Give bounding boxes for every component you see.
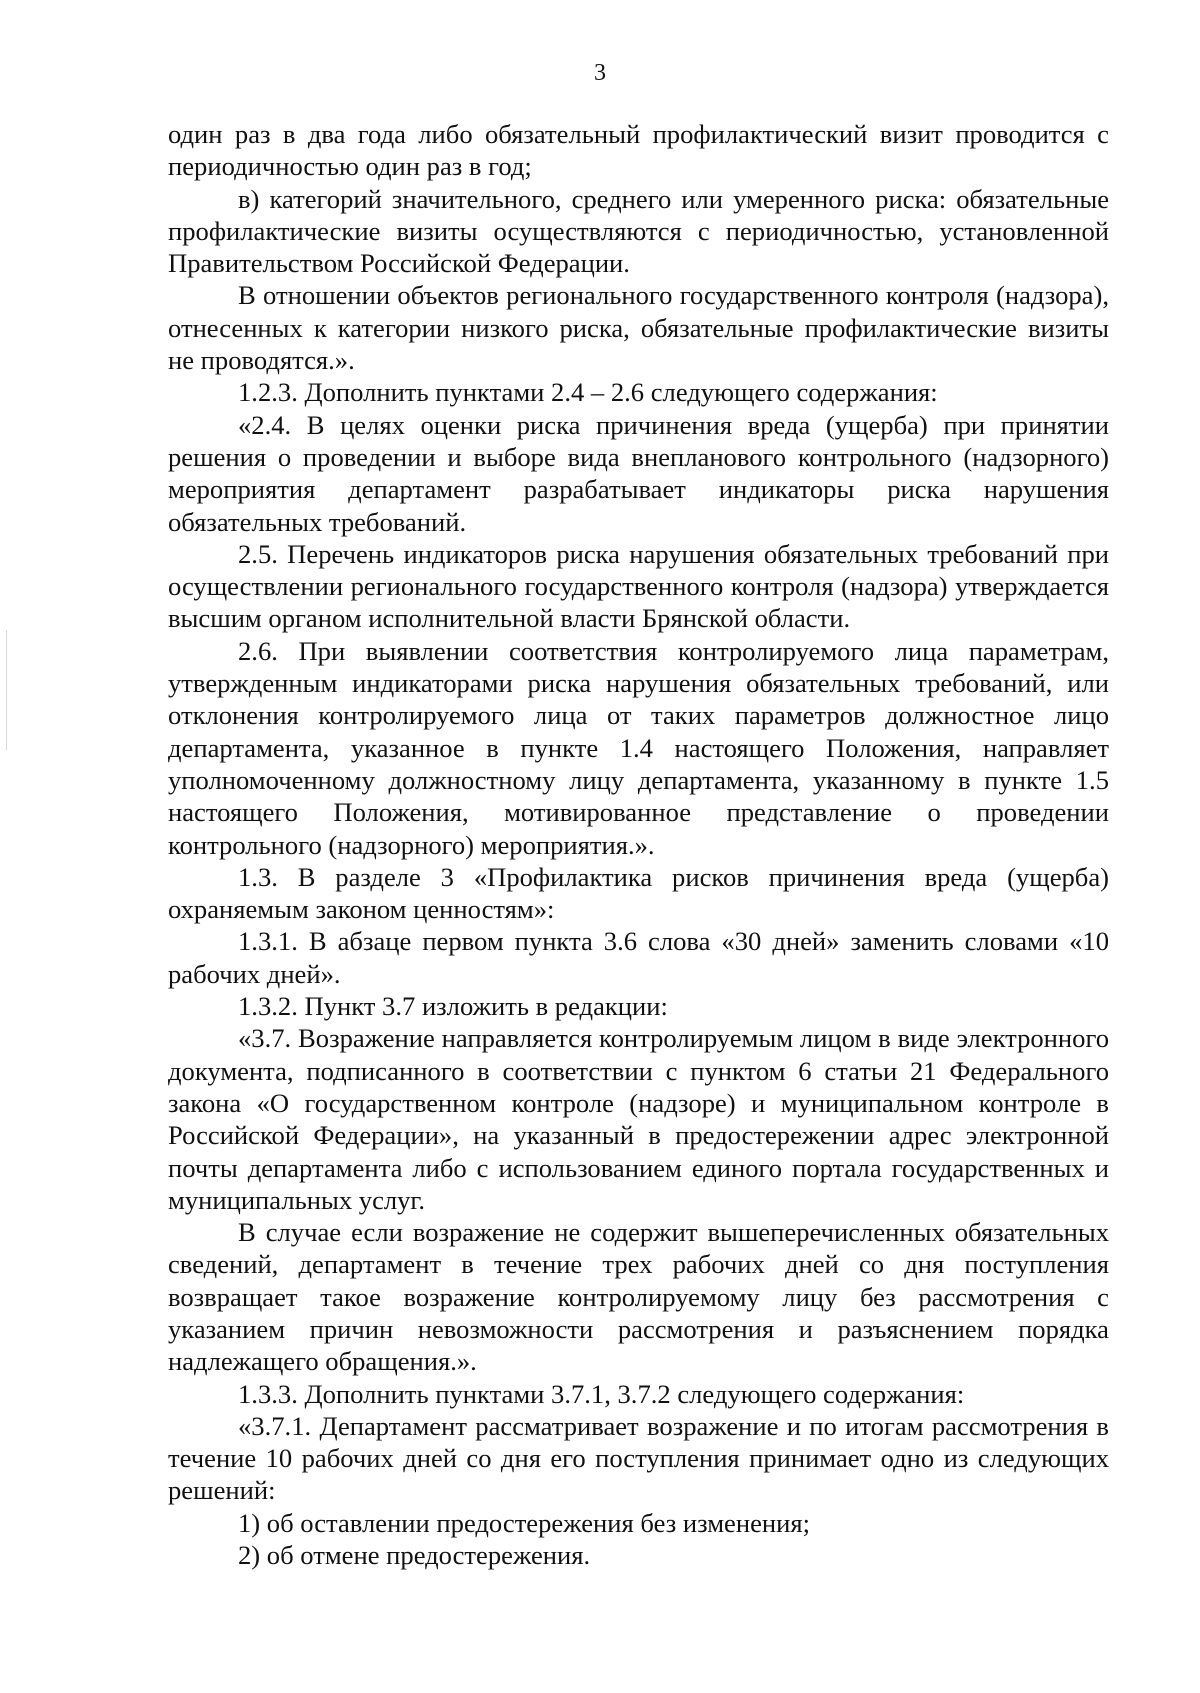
paragraph: «3.7. Возражение направляется контролируемым лицом в виде электронного документа, подписанного в соответствии с пунктом 6 статьи 21 Федерального закона «О государственном контроле (надзоре) и муниципальном контроле в Российской Федерации», на указанный в предостережении адрес электронной почты департамента либо с использованием единого портала государственных и муниципальных услуг. — [168, 1023, 1109, 1215]
paragraph: 2.5. Перечень индикаторов риска нарушения обязательных требований при осуществлении регионального государственного контроля (надзора) утверждается высшим органом исполнительной власти Брянской области. — [168, 538, 1109, 634]
paragraph: 1.3.3. Дополнить пунктами 3.7.1, 3.7.2 следующего содержания: — [238, 1378, 965, 1409]
paragraph: 1.3.1. В абзаце первом пункта 3.6 слова «30 дней» заменить словами «10 рабочих дней». — [168, 926, 1109, 989]
paragraph: В отношении объектов регионального государственного контроля (надзора), отнесенных к категории низкого риска, обязательные профилактические визиты не проводятся.». — [168, 280, 1109, 376]
paragraph: 2.6. При выявлении соответствия контролируемого лица параметрам, утвержденным индикаторами риска нарушения обязательных требований, или отклонения контролируемого лица от таких параметров должностное лицо департамента, указанное в пункте 1.4 настоящего Положения, направляет уполномоченному должностному лицу департамента, указанному в пункте 1.5 настоящего Положения, мотивированное представление о проведении контрольного (надзорного) мероприятия.». — [168, 635, 1109, 860]
document-body — [168, 118, 1109, 1571]
paragraph: 1) об оставлении предостережения без изменения; — [238, 1507, 810, 1538]
page-number: 3 — [594, 60, 606, 86]
paragraph: в) категорий значительного, среднего или умеренного риска: обязательные профилактические визиты осуществляются с периодичностью, установленной Правительством Российской Федерации. — [168, 183, 1109, 279]
paragraph: 1.3. В разделе 3 «Профилактика рисков причинения вреда (ущерба) охраняемым законом ценностям»: — [168, 861, 1109, 925]
paragraph: один раз в два года либо обязательный профилактический визит проводится с периодичностью один раз в год; — [168, 119, 1109, 182]
paragraph: В случае если возражение не содержит вышеперечисленных обязательных сведений, департамент в течение трех рабочих дней со дня поступления возвращает такое возражение контролируемому лицу без рассмотрения с указанием причин невозможности рассмотрения и разъяснением порядка надлежащего обращения.». — [168, 1217, 1109, 1377]
paragraph: «2.4. В целях оценки риска причинения вреда (ущерба) при принятии решения о проведении и выборе вида внепланового контрольного (надзорного) мероприятия департамент разрабатывает индикаторы риска нарушения обязательных требований. — [168, 409, 1109, 537]
paragraph: «3.7.1. Департамент рассматривает возражение и по итогам рассмотрения в течение 10 рабочих дней со дня его поступления принимает одно из следующих решений: — [168, 1410, 1109, 1506]
paragraph: 1.2.3. Дополнить пунктами 2.4 – 2.6 следующего содержания: — [238, 377, 938, 408]
paragraph: 1.3.2. Пункт 3.7 изложить в редакции: — [238, 991, 668, 1022]
paragraph: 2) об отмене предостережения. — [238, 1540, 591, 1571]
scan-margin-mark — [6, 630, 7, 750]
